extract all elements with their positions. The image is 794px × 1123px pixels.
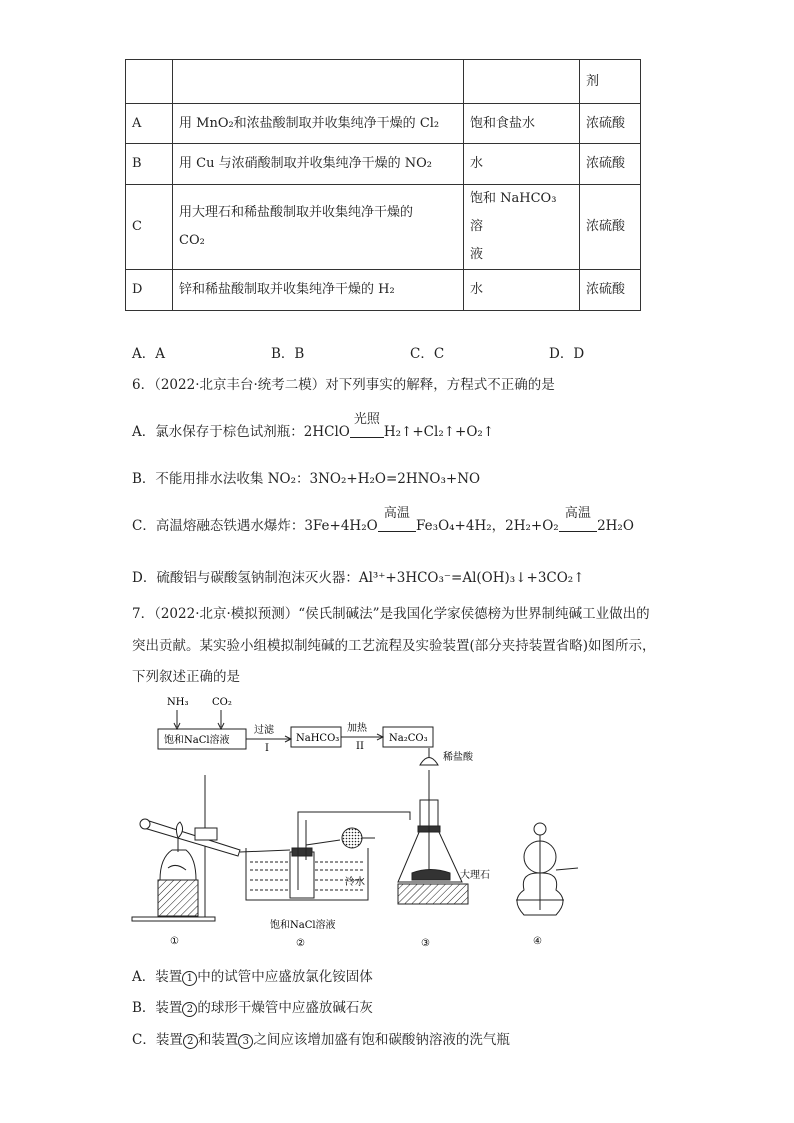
table-cell: 水 (464, 270, 580, 311)
table-cell: 浓硫酸 (580, 185, 641, 270)
nacl-solution-label: 饱和NaCl溶液 (270, 920, 336, 931)
flow-box-nahco3-label: NaHCO₃ (296, 733, 340, 744)
label-2: ② (296, 938, 305, 949)
cell-line: CO₂ (179, 233, 205, 248)
q7-stem-line2: 突出贡献。某实验小组模拟制纯碱的工艺流程及实验装置(部分夹持装置省略)如图所示， (132, 638, 656, 654)
q7-option-a (132, 965, 373, 986)
choice-a: A．A (132, 346, 165, 362)
q6-option-b: B．不能用排水法收集 NO₂：3NO₂+H₂O=2HNO₃+NO (132, 471, 481, 487)
q6-option-d: D．硫酸铝与碳酸氢钠制泡沫灭火器：Al³⁺+3HCO₃⁻=Al(OH)₃↓+3CO₂↑ (132, 570, 585, 586)
option-text: 2H₂O (597, 518, 634, 534)
circled-number: 2 (182, 1002, 197, 1017)
flow-box-nacl-label: 饱和NaCl溶液 (164, 735, 230, 746)
condition-label: 高温 (564, 506, 591, 521)
q7-stem-line1: 7．（2022·北京·模拟预测）“侯氏制碱法”是我国化学家侯德榜为世界制纯碱工业做出的 (132, 606, 650, 622)
option-text: Fe₃O₄+4H₂，2H₂+O₂ (416, 518, 559, 534)
co2-label: CO₂ (212, 697, 232, 708)
condition-label: 光照 (353, 412, 380, 427)
table-cell: 水 (464, 144, 580, 185)
choice-b: B．B (271, 346, 305, 362)
option-text: B．装置 (132, 1000, 183, 1016)
cell-line: 液 (470, 247, 484, 262)
step2-num: II (356, 741, 364, 752)
table-cell: 剂 (580, 60, 641, 104)
nh3-label: NH₃ (167, 697, 189, 708)
condition-label: 高温 (383, 506, 410, 521)
option-text: A．装置 (132, 969, 183, 985)
step2-label: 加热 (347, 723, 367, 734)
label-4: ④ (533, 936, 542, 947)
apparatus-4 (516, 823, 578, 915)
apparatus-3 (398, 748, 468, 904)
q7-option-b (132, 996, 373, 1017)
circled-number: 1 (182, 971, 197, 986)
table-cell: 浓硫酸 (580, 144, 641, 185)
table-cell: 用 MnO₂和浓盐酸制取并收集纯净干燥的 Cl₂ (173, 104, 464, 144)
option-text: 和装置 (197, 1032, 239, 1048)
option-text: A．氯水保存于棕色试剂瓶：2HClO (132, 424, 350, 440)
option-text: C．高温熔融态铁遇水爆炸：3Fe+4H₂O (132, 518, 378, 534)
label-1: ① (170, 936, 179, 947)
apparatus-2 (246, 812, 410, 900)
step1-label: 过滤 (254, 725, 274, 736)
cell-line: 饱和 NaHCO₃ 溶 (470, 191, 557, 234)
cold-water-label: 冷水 (345, 877, 365, 888)
circled-number: 3 (238, 1034, 253, 1049)
table-cell: 用 Cu 与浓硝酸制取并收集纯净干燥的 NO₂ (173, 144, 464, 185)
circled-number: 2 (183, 1034, 198, 1049)
table-cell: 锌和稀盐酸制取并收集纯净干燥的 H₂ (173, 270, 464, 311)
choice-c: C．C (410, 346, 445, 362)
cell-line: 用大理石和稀盐酸制取并收集纯净干燥的 (179, 205, 414, 220)
q7-stem-line3: 下列叙述正确的是 (132, 669, 240, 685)
option-text: 的球形干燥管中应盛放碱石灰 (197, 1000, 373, 1016)
marble-label: 大理石 (460, 870, 490, 881)
option-text: C．装置 (132, 1032, 183, 1048)
table-cell: 浓硫酸 (580, 104, 641, 144)
table-cell: C (126, 185, 173, 270)
label-3: ③ (421, 938, 430, 949)
q6-stem: 6．（2022·北京丰台·统考二模）对下列事实的解释，方程式不正确的是 (132, 377, 555, 393)
acid-label: 稀盐酸 (443, 752, 473, 763)
choice-d: D．D (549, 346, 585, 362)
table-cell: D (126, 270, 173, 311)
table-cell: 浓硫酸 (580, 270, 641, 311)
q7-option-c (132, 1028, 510, 1049)
option-text: 中的试管中应盛放氯化铵固体 (197, 969, 373, 985)
step1-num: I (265, 743, 269, 754)
option-text: 之间应该增加盛有饱和碳酸钠溶液的洗气瓶 (253, 1032, 510, 1048)
flow-box-na2co3-label: Na₂CO₃ (389, 733, 428, 744)
table-cell: 饱和食盐水 (464, 104, 580, 144)
table-cell: B (126, 144, 173, 185)
apparatus-1 (132, 775, 290, 921)
option-text: H₂↑+Cl₂↑+O₂↑ (383, 424, 495, 440)
table-cell: A (126, 104, 173, 144)
